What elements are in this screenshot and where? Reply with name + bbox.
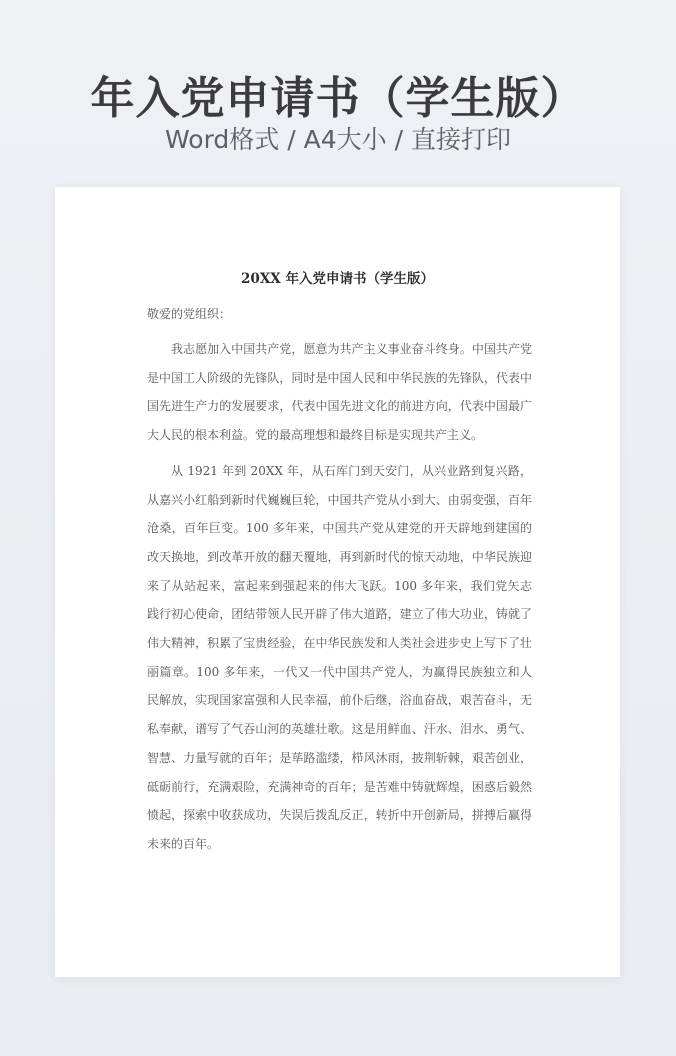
document-paragraph: 从 1921 年到 20XX 年，从石库门到天安门，从兴业路到复兴路，从嘉兴小红船到新时代巍巍巨轮，中国共产党从小到大、由弱变强，百年沧桑，百年巨变。100 多年来，中国共产党从建党的开天辟地到建国的改天换地，到改革开放的翻天覆地，再到新时代的惊天动地，中华民族迎来了从站起来，富起来到强起来的伟大飞跃。100 多年来，我们党矢志践行初心使命，团结带领人民开辟了伟大道路，建立了伟大功业，铸就了伟大精神，积累了宝贵经验，在中华民族发和人类社会进步史上写下了壮丽篇章。100 多年来，一代又一代中国共产党人，为赢得民族独立和人民解放，实现国家富强和人民幸福，前仆后继，浴血奋战，艰苦奋斗，无私奉献，谱写了气吞山河的英雄壮歌。这是用鲜血、汗水、泪水、勇气、智慧、力量写就的百年；是荜路滥缕，栉风沐雨，披荆斩棘，艰苦创业，砥砺前行，充满艰险，充满神奇的百年；是苦难中铸就辉煌，困惑后毅然愤起，探索中收获成功，失误后拨乱反正，转折中开创新局，拼搏后赢得未来的百年。	[147, 463, 532, 851]
document-salutation: 敬爱的党组织：	[147, 307, 232, 321]
document-body	[147, 335, 532, 859]
document-paragraph: 我志愿加入中国共产党，愿意为共产主义事业奋斗终身。中国共产党是中国工人阶级的先锋队，同时是中国人民和中华民族的先锋队，代表中国先进生产力的发展要求，代表中国先进文化的前进方向，代表中国最广大人民的根本利益。党的最高理想和最终目标是实现共产主义。	[147, 342, 532, 443]
document-page	[55, 187, 620, 977]
document-title: 20XX 年入党申请书（学生版）	[241, 271, 434, 287]
page-subtitle: Word格式 / A4大小 / 直接打印	[165, 125, 511, 154]
page-title: 年入党申请书（学生版）	[90, 73, 586, 124]
